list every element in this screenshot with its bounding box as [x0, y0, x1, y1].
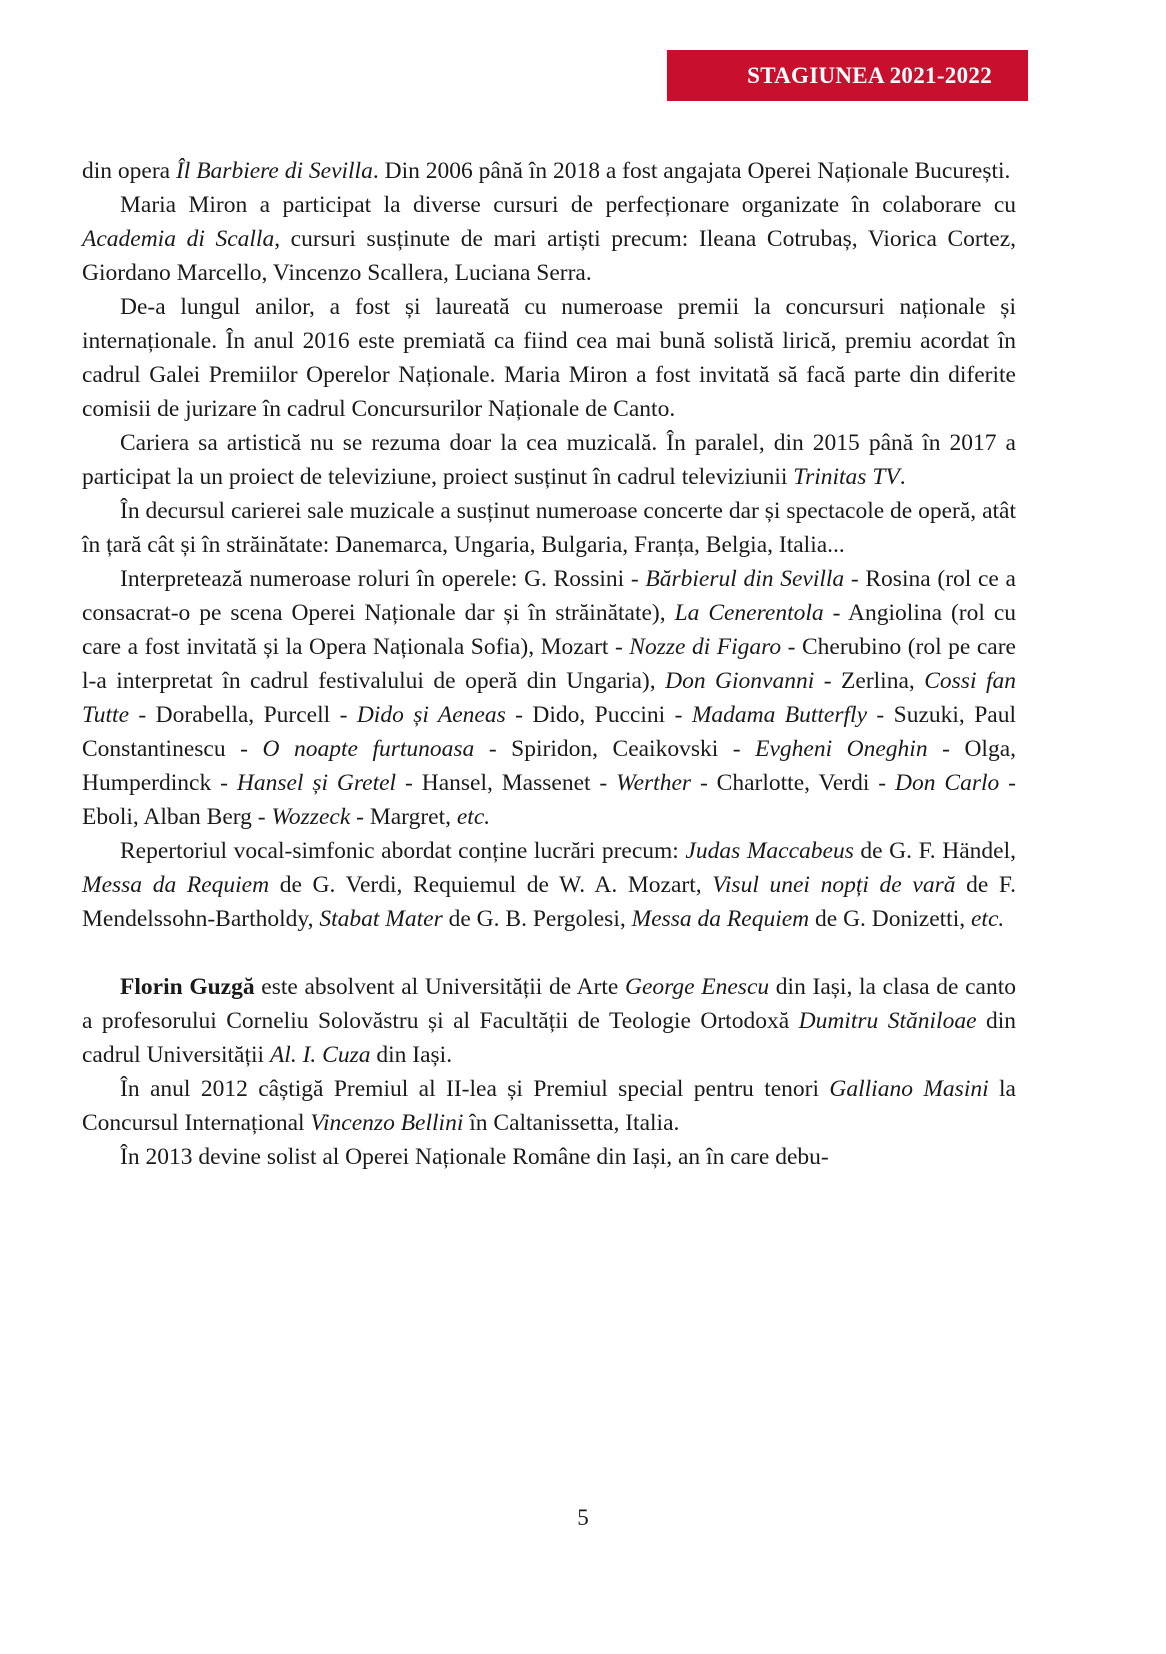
text-run: - Spiridon, Ceaikovski -: [474, 736, 756, 762]
page-number: 5: [577, 1505, 589, 1530]
text-run: de G. B. Pergolesi,: [442, 906, 632, 932]
italic-title: Îl Barbiere di Sevilla: [175, 158, 373, 184]
season-banner: [667, 50, 1028, 101]
italic-title: etc.: [456, 804, 491, 830]
text-run: De-a lungul anilor, a fost și laureată cu numeroase premii la concursuri naționale și internaționale. În anul 2016 este premiată ca fiind cea mai bună solistă lirică, premiu acordat în cadrul Galei Premiilor Operelor Naționale. Maria Miron a fost invitată să facă parte din diferite comisii de jurizare în cadrul Concursurilor Naționale de Canto.: [82, 294, 1016, 422]
italic-title: Bărbierul din Sevilla: [645, 566, 845, 592]
text-run: În 2013 devine solist al Operei Naționale Române din Iași, an în care debu-: [120, 1144, 829, 1170]
paragraph: [82, 1072, 1016, 1140]
text-run: - Cherubino (rol pe care l-a interpretat în cadrul festivalului de operă din Ungaria),: [82, 634, 1016, 694]
text-run: - Rosina (rol ce a consacrat-o pe scena Operei Naționale dar și în străinătate),: [82, 566, 1016, 626]
text-run: la Concursul Internațional: [82, 1076, 1016, 1136]
italic-title: Madama Butterfly: [691, 702, 867, 728]
italic-title: Visul unei nopți de vară: [712, 872, 956, 898]
italic-title: Vincenzo Bellini: [310, 1110, 464, 1136]
text-run: din Iași.: [370, 1042, 453, 1068]
text-run: Interpretează numeroase roluri în operele: G. Rossini -: [120, 566, 646, 592]
text-run: este absolvent al Universității de Arte: [254, 974, 625, 1000]
text-run: - Suzuki, Paul Constantinescu -: [82, 702, 1016, 762]
paragraph: [82, 562, 1016, 834]
text-run: din Iași, la clasa de canto a profesorului Corneliu Solovăstru și al Facultății de Teologie Ortodoxă: [82, 974, 1016, 1034]
italic-title: Stabat Mater: [319, 906, 443, 932]
text-run: de G. Verdi, Requiemul de W. A. Mozart,: [269, 872, 713, 898]
paragraph: [82, 494, 1016, 562]
text-run: - Angiolina (rol cu care a fost invitată și la Opera Naționala Sofia), Mozart -: [82, 600, 1017, 660]
text-run: din opera: [82, 158, 176, 184]
article-body: [82, 154, 1016, 1174]
italic-title: Don Carlo: [895, 770, 1000, 796]
italic-title: O noapte furtunoasa: [262, 736, 475, 762]
text-run: - Olga, Humperdinck -: [82, 736, 1017, 796]
paragraph: [82, 970, 1016, 1072]
italic-title: Dido și Aeneas: [356, 702, 506, 728]
text-run: Cariera sa artistică nu se rezuma doar la cea muzicală. În paralel, din 2015 până în 2017 a participat la un proiect de televiziune, proiect susținut în cadrul televiziunii: [82, 430, 1016, 490]
text-run: .: [899, 464, 906, 490]
text-run: . Din 2006 până în 2018 a fost angajata Operei Naționale București.: [372, 158, 1011, 184]
italic-title: Nozze di Figaro: [629, 634, 782, 660]
text-run: Repertoriul vocal-simfonic abordat conține lucrări precum:: [120, 838, 686, 864]
paragraph: [82, 188, 1016, 290]
italic-title: Wozzeck: [271, 804, 351, 830]
text-run: Maria Miron a participat la diverse cursuri de perfecționare organizate în colaborare cu: [120, 192, 1016, 218]
text-run: , cursuri susținute de mari artiști precum: Ileana Cotrubaș, Viorica Cortez, Giordano Marcello, Vincenzo Scallera, Luciana Serra.: [82, 226, 1017, 286]
italic-title: Al. I. Cuza: [269, 1042, 371, 1068]
section-spacer: [82, 936, 1016, 970]
text-run: În decursul carierei sale muzicale a susținut numeroase concerte dar și spectacole de operă, atât în țară cât și în străinătate: Danemarca, Ungaria, Bulgaria, Franța, Belgia, Italia...: [82, 498, 1016, 558]
paragraph: [82, 154, 1016, 188]
text-run: În anul 2012 câștigă Premiul al II-lea și Premiul special pentru tenori: [120, 1076, 830, 1102]
italic-title: Werther: [616, 770, 692, 796]
italic-title: Judas Maccabeus: [685, 838, 854, 864]
italic-title: George Enescu: [625, 974, 770, 1000]
italic-title: Hansel și Gretel: [236, 770, 397, 796]
italic-title: Cossi fan Tutte: [82, 668, 1016, 728]
paragraph: [82, 290, 1016, 426]
paragraph: [82, 1140, 1016, 1174]
paragraph: [82, 834, 1016, 936]
italic-title: Evgheni Oneghin: [755, 736, 928, 762]
text-run: - Hansel, Massenet -: [396, 770, 617, 796]
italic-title: Dumitru Stăniloae: [798, 1008, 977, 1034]
italic-title: Galliano Masini: [829, 1076, 989, 1102]
text-run: - Margret,: [350, 804, 457, 830]
italic-title: Messa da Requiem: [82, 872, 270, 898]
text-run: de G. F. Händel,: [853, 838, 1016, 864]
italic-title: Trinitas TV: [793, 464, 900, 490]
text-run: - Zerlina,: [814, 668, 925, 694]
text-run: de G. Donizetti,: [809, 906, 971, 932]
text-run: de F. Mendelssohn-Bartholdy,: [82, 872, 1016, 932]
text-run: din cadrul Universității: [82, 1008, 1017, 1068]
italic-title: Don Gionvanni: [665, 668, 815, 694]
text-run: în Caltanissetta, Italia.: [463, 1110, 680, 1136]
paragraph: [82, 426, 1016, 494]
text-run: - Dido, Puccini -: [505, 702, 692, 728]
bold-name: Florin Guzgă: [120, 974, 255, 1000]
text-run: - Dorabella, Purcell -: [129, 702, 357, 728]
italic-title: Messa da Requiem: [631, 906, 810, 932]
text-run: - Charlotte, Verdi -: [691, 770, 896, 796]
italic-title: La Cenerentola: [674, 600, 824, 626]
text-run: - Eboli, Alban Berg -: [82, 770, 1016, 830]
italic-title: etc.: [971, 906, 1005, 932]
season-banner-text: STAGIUNEA 2021-2022: [747, 62, 992, 88]
italic-title: Academia di Scalla: [82, 226, 275, 252]
